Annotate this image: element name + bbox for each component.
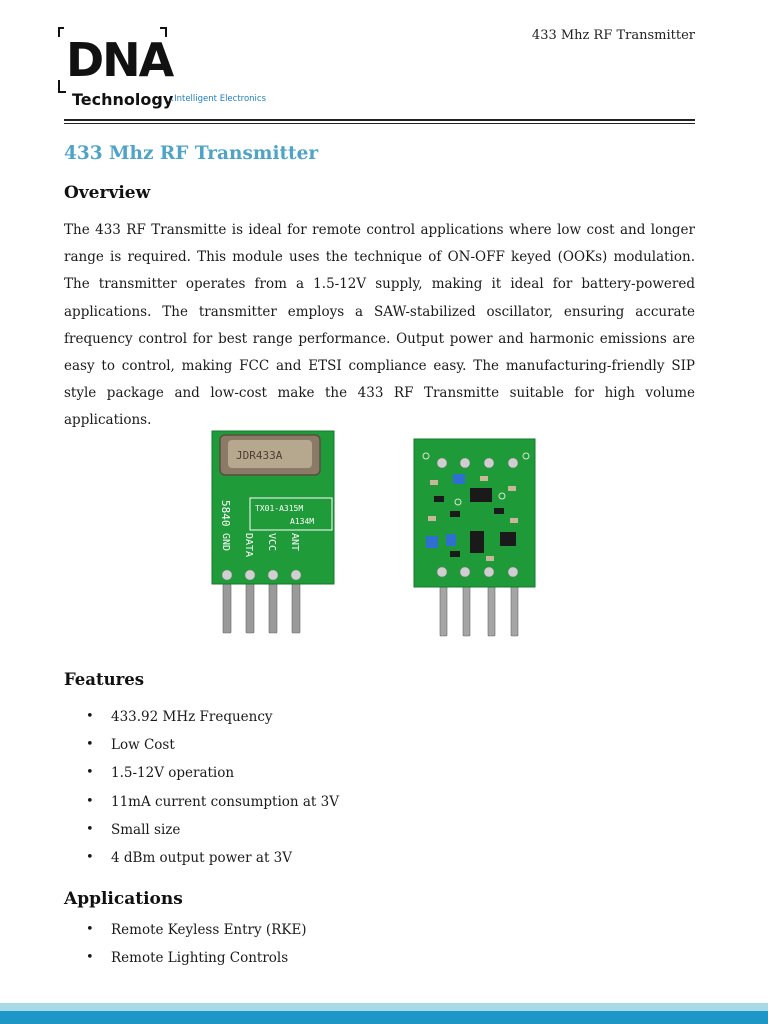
transmitter-module-front-photo (208, 428, 338, 638)
pin-label-gnd: GND (220, 533, 231, 552)
bullet-glyph: • (86, 821, 94, 837)
pin-label-ant: ANT (289, 533, 300, 552)
footer-band-light (0, 1003, 768, 1011)
list-item (64, 844, 339, 872)
company-logo (56, 24, 266, 112)
list-item (64, 816, 339, 844)
running-header: 433 Mhz RF Transmitter (531, 28, 695, 43)
logo-word: Technology (72, 90, 174, 109)
logo-mark: DNA (66, 33, 173, 87)
crystal-marking: JDR433A (236, 449, 283, 462)
header-divider (64, 119, 695, 121)
bullet-glyph: • (86, 922, 94, 937)
board-marking-1: TX01-A315M (255, 504, 304, 513)
feature-frequency: 433.92 MHz Frequency (111, 709, 273, 725)
bullet-glyph: • (86, 709, 94, 724)
footer-band (0, 1011, 768, 1024)
feature-current: 11mA current consumption at 3V (111, 793, 339, 810)
bullet-glyph: • (86, 950, 94, 966)
transmitter-module-back-photo (410, 436, 540, 640)
overview-heading: Overview (64, 183, 151, 203)
pin-label-data: DATA (243, 533, 254, 558)
pin-label-vcc: VCC (266, 533, 277, 552)
applications-list (64, 916, 307, 972)
feature-cost: Low Cost (111, 737, 175, 754)
list-item (64, 788, 339, 816)
list-item (64, 759, 339, 787)
feature-size: Small size (111, 821, 181, 838)
application-keyless-entry: Remote Keyless Entry (RKE) (111, 922, 307, 938)
bullet-glyph: • (86, 765, 94, 781)
list-item (64, 916, 307, 944)
list-item (64, 731, 339, 759)
document-title: 433 Mhz RF Transmitter (64, 143, 319, 164)
board-marking-2: A134M (290, 517, 315, 526)
bullet-glyph: • (86, 793, 94, 809)
board-side-code: 5840 (219, 500, 232, 527)
applications-heading: Applications (64, 889, 183, 909)
header-divider-thin (64, 123, 695, 124)
features-heading: Features (64, 670, 145, 689)
application-lighting: Remote Lighting Controls (111, 950, 289, 967)
bullet-glyph: • (86, 849, 94, 865)
list-item (64, 944, 307, 972)
features-list (64, 703, 339, 872)
list-item (64, 703, 339, 731)
feature-voltage: 1.5-12V operation (111, 765, 235, 782)
module-pins (223, 580, 300, 633)
logo-tagline: ...Intelligent Electronics (166, 94, 266, 104)
bullet-glyph: • (86, 737, 94, 753)
overview-paragraph: The 433 RF Transmitte is ideal for remote control applications where low cost and longer range is required. This module uses the technique of ON-OFF keyed (OOKs) modulation. The transmitter operates from a 1.5-12V supply, making it ideal for battery-powered applications. The transmitter employs a SAW-stabilized oscillator, ensuring accurate frequency control for best range performance. Output power and harmonic emissions are easy to control, making FCC and ETSI compliance easy. The manufacturing-friendly SIP style package and low-cost make the 433 RF Transmitte suitable for high volume applications. (64, 222, 695, 429)
feature-output-power: 4 dBm output power at 3V (111, 849, 292, 866)
